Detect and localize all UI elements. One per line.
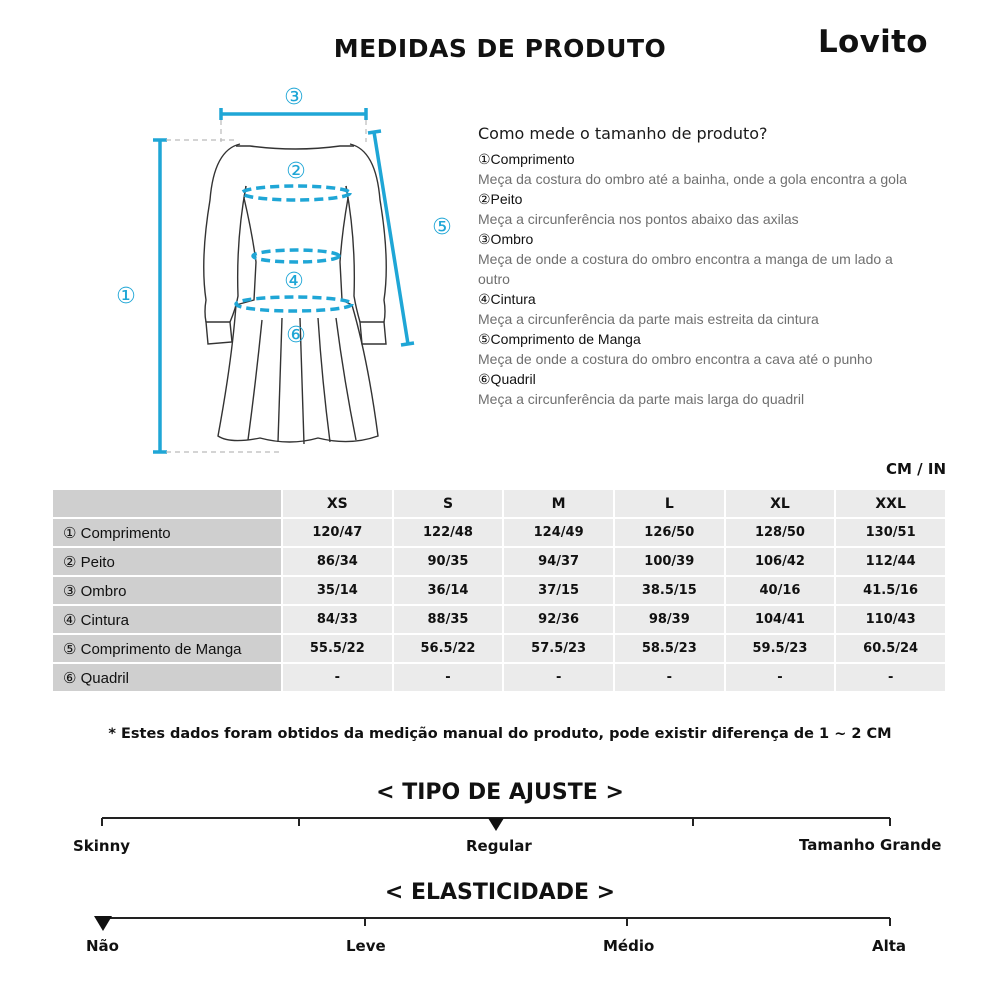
table-cell: 88/35 [394, 606, 503, 633]
size-header: S [394, 490, 503, 517]
table-cell: 110/43 [836, 606, 945, 633]
table-cell: 38.5/15 [615, 577, 724, 604]
table-cell: 94/37 [504, 548, 613, 575]
fit-type-title: < TIPO DE AJUSTE > [376, 780, 624, 805]
dress-outline [204, 144, 387, 444]
table-cell: 57.5/23 [504, 635, 613, 662]
brand-logo: Lovito [818, 24, 928, 60]
guide-item-name: ⑥Quadril [478, 371, 536, 387]
measurement-note: * Estes dados foram obtidos da medição manual do produto, pode existir diferença de 1 ~ 2 CM [108, 726, 892, 742]
table-cell: 128/50 [726, 519, 835, 546]
size-header: L [615, 490, 724, 517]
table-row [53, 635, 945, 662]
dress-measurement-diagram [90, 80, 470, 470]
elasticity-selected-marker [94, 916, 112, 931]
table-cell: 59.5/23 [726, 635, 835, 662]
marker-waist: ④ [284, 269, 304, 294]
table-row [53, 519, 945, 546]
chest-measure-line [242, 186, 350, 200]
guide-item-name: ②Peito [478, 191, 523, 207]
guide-item-desc: Meça de onde a costura do ombro encontra a cava até o punho [478, 351, 873, 367]
table-cell: 37/15 [504, 577, 613, 604]
guide-item-name: ③Ombro [478, 231, 534, 247]
fit-label-large: Tamanho Grande [799, 836, 942, 854]
size-header: XL [726, 490, 835, 517]
table-cell: 36/14 [394, 577, 503, 604]
table-cell: 41.5/16 [836, 577, 945, 604]
guide-item-name: ④Cintura [478, 291, 536, 307]
table-row [53, 664, 945, 691]
elasticity-label-none: Não [86, 937, 119, 955]
guide-item-desc: Meça a circunferência da parte mais larga do quadril [478, 391, 805, 407]
row-label: ⑥ Quadril [53, 664, 281, 691]
row-label: ① Comprimento [53, 519, 281, 546]
measurement-guide [478, 124, 918, 409]
size-header: XS [283, 490, 392, 517]
table-cell: 112/44 [836, 548, 945, 575]
fit-label-regular: Regular [466, 837, 532, 855]
table-cell: 122/48 [394, 519, 503, 546]
row-label: ⑤ Comprimento de Manga [53, 635, 281, 662]
table-header-row [53, 490, 945, 517]
marker-sleeve: ⑤ [432, 215, 452, 240]
elasticity-label-medium: Médio [603, 937, 655, 955]
table-cell: 100/39 [615, 548, 724, 575]
sleeve-measure-line [374, 132, 408, 344]
table-cell: 120/47 [283, 519, 392, 546]
table-cell: 98/39 [615, 606, 724, 633]
table-cell: 86/34 [283, 548, 392, 575]
table-cell: - [283, 664, 392, 691]
table-row [53, 548, 945, 575]
marker-chest: ② [286, 159, 306, 184]
guide-item-name: ①Comprimento [478, 151, 575, 167]
marker-shoulder: ③ [284, 85, 304, 110]
waist-measure-line [253, 250, 339, 262]
marker-length: ① [116, 284, 136, 309]
table-cell: 60.5/24 [836, 635, 945, 662]
size-header: M [504, 490, 613, 517]
fit-selected-marker [488, 818, 504, 831]
table-cell: 55.5/22 [283, 635, 392, 662]
elasticity-label-high: Alta [872, 937, 907, 955]
guide-item-desc: Meça de onde a costura do ombro encontra a manga de um lado a outro [478, 251, 893, 287]
row-label: ③ Ombro [53, 577, 281, 604]
table-cell: 124/49 [504, 519, 613, 546]
table-corner [53, 490, 281, 517]
table-cell: - [394, 664, 503, 691]
elasticity-label-light: Leve [346, 937, 386, 955]
table-cell: - [726, 664, 835, 691]
row-label: ④ Cintura [53, 606, 281, 633]
table-cell: 106/42 [726, 548, 835, 575]
marker-hip: ⑥ [286, 323, 306, 348]
table-cell: 35/14 [283, 577, 392, 604]
table-cell: 90/35 [394, 548, 503, 575]
fit-label-skinny: Skinny [73, 837, 131, 855]
row-label: ② Peito [53, 548, 281, 575]
table-cell: 130/51 [836, 519, 945, 546]
elasticity-title: < ELASTICIDADE > [384, 880, 616, 905]
guide-item-desc: Meça a circunferência da parte mais estreita da cintura [478, 311, 819, 327]
table-row [53, 606, 945, 633]
guide-item-name: ⑤Comprimento de Manga [478, 331, 641, 347]
table-cell: 104/41 [726, 606, 835, 633]
guide-question: Como mede o tamanho de produto? [478, 124, 768, 143]
table-cell: 40/16 [726, 577, 835, 604]
table-cell: 84/33 [283, 606, 392, 633]
guide-item-desc: Meça a circunferência nos pontos abaixo das axilas [478, 211, 799, 227]
table-cell: - [504, 664, 613, 691]
table-cell: 126/50 [615, 519, 724, 546]
size-table [51, 488, 947, 693]
table-cell: 58.5/23 [615, 635, 724, 662]
table-row [53, 577, 945, 604]
size-header: XXL [836, 490, 945, 517]
unit-label: CM / IN [886, 460, 946, 478]
table-cell: - [836, 664, 945, 691]
guide-item-desc: Meça da costura do ombro até a bainha, onde a gola encontra a gola [478, 171, 907, 187]
table-cell: 56.5/22 [394, 635, 503, 662]
page-title: MEDIDAS DE PRODUTO [333, 34, 667, 63]
table-cell: 92/36 [504, 606, 613, 633]
table-cell: - [615, 664, 724, 691]
